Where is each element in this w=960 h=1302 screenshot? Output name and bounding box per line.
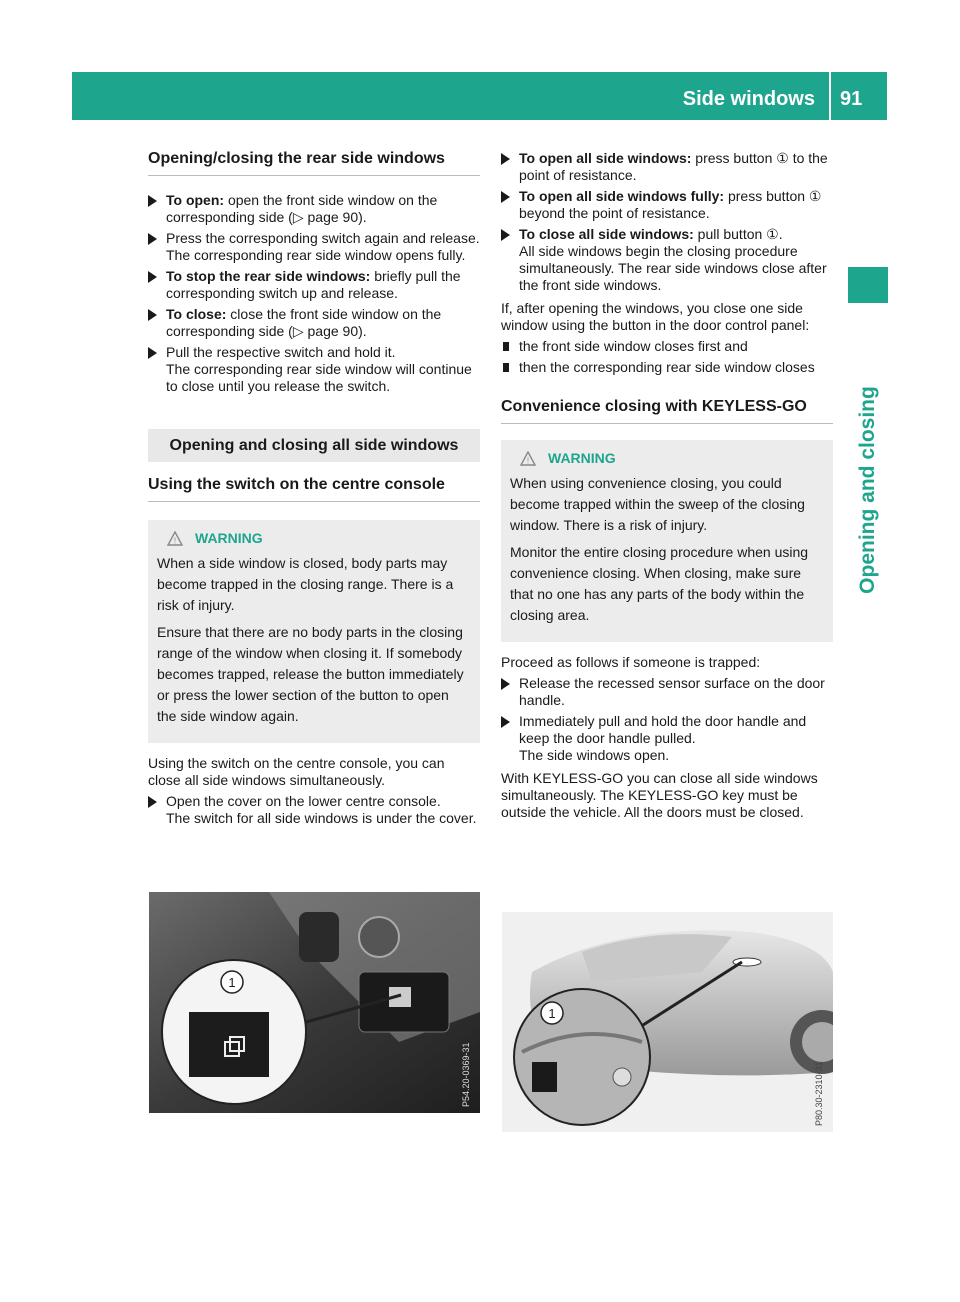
- warning-text: Ensure that there are no body parts in the closing range of the window when closing it. If somebody becomes trapped, release the button immediately or press the lower section of the button to open the side window again.: [157, 624, 464, 724]
- warning-text: Monitor the entire closing procedure when using convenience closing. When closing, make sure that no one has any parts of the body within the closing area.: [510, 544, 809, 623]
- step-arrow-icon: [501, 678, 510, 690]
- list-item: [501, 338, 833, 355]
- step-result: The switch for all side windows is under the cover.: [166, 810, 477, 826]
- instruction-step: [501, 713, 833, 764]
- warning-triangle-icon: [167, 531, 183, 546]
- keyless-go-door-photo: [502, 912, 833, 1132]
- step-arrow-icon: [148, 796, 157, 808]
- body-paragraph: If, after opening the windows, you close one side window using the button in the door control panel:: [501, 300, 810, 333]
- step-lead: To close all side windows:: [519, 226, 694, 242]
- step-text: Release the recessed sensor surface on the door handle.: [519, 675, 825, 708]
- instruction-step: [501, 226, 833, 294]
- warning-box: [148, 520, 480, 743]
- header-title: Side windows: [682, 88, 815, 110]
- subsection-title: Using the switch on the centre console: [148, 476, 480, 502]
- instruction-step: [148, 192, 480, 226]
- chapter-tab: [848, 267, 888, 303]
- section-title: Opening/closing the rear side windows: [148, 150, 480, 176]
- step-text: open the front side window on the corresponding side (▷ page 90).: [166, 192, 438, 225]
- step-arrow-icon: [148, 271, 157, 283]
- step-text: press button ① to the point of resistance.: [519, 150, 828, 183]
- step-lead: To open all side windows:: [519, 150, 692, 166]
- chapter-label: Opening and closing: [856, 386, 879, 594]
- callout-label: 1: [548, 1006, 556, 1021]
- step-arrow-icon: [148, 309, 157, 321]
- warning-triangle-icon: [520, 451, 536, 466]
- step-text: press button ① beyond the point of resistance.: [519, 188, 822, 221]
- step-lead: To stop the rear side windows:: [166, 268, 371, 284]
- step-text: pull button ①.: [693, 226, 783, 242]
- step-text: Open the cover on the lower centre console.: [166, 793, 441, 809]
- bullet-icon: [503, 363, 509, 372]
- step-arrow-icon: [148, 233, 157, 245]
- list-item-text: then the corresponding rear side window closes: [519, 359, 815, 375]
- step-arrow-icon: [148, 195, 157, 207]
- instruction-step: [148, 344, 480, 395]
- warning-title: WARNING: [548, 450, 616, 466]
- warning-box: [501, 440, 833, 642]
- step-arrow-icon: [501, 229, 510, 241]
- step-arrow-icon: [148, 347, 157, 359]
- instruction-step: [501, 150, 833, 184]
- instruction-step: [148, 306, 480, 340]
- list-item-text: the front side window closes first and: [519, 338, 748, 354]
- right-column: [501, 150, 833, 825]
- callout-label: 1: [228, 975, 236, 990]
- step-text: briefly pull the corresponding switch up and release.: [166, 268, 461, 301]
- warning-text: When using convenience closing, you could become trapped within the sweep of the closing window. There is a risk of injury.: [510, 475, 805, 533]
- photo-code: P80.30-2310-31: [814, 1061, 824, 1126]
- step-result: All side windows begin the closing procedure simultaneously. The rear side windows close after the front side windows.: [519, 243, 827, 293]
- step-text: close the front side window on the corresponding side (▷ page 90).: [166, 306, 442, 339]
- step-lead: To close:: [166, 306, 227, 322]
- step-lead: To open all side windows fully:: [519, 188, 725, 204]
- body-paragraph: Proceed as follows if someone is trapped:: [501, 654, 761, 670]
- instruction-step: [148, 793, 480, 827]
- instruction-step: [501, 675, 833, 709]
- step-arrow-icon: [501, 716, 510, 728]
- instruction-step: [148, 230, 480, 264]
- body-paragraph: With KEYLESS-GO you can close all side windows simultaneously. The KEYLESS-GO key must be outside the vehicle. All the doors must be closed.: [501, 770, 818, 820]
- step-result: The side windows open.: [519, 747, 670, 763]
- step-result: The corresponding rear side window will continue to close until you release the switch.: [166, 361, 472, 394]
- left-column: [148, 150, 480, 831]
- svg-text:!: !: [526, 456, 530, 466]
- photo-code: P54.20-0369-31: [461, 1042, 471, 1107]
- instruction-step: [501, 188, 833, 222]
- instruction-step: [148, 268, 480, 302]
- svg-text:!: !: [173, 536, 177, 546]
- step-result: The corresponding rear side window opens fully.: [166, 247, 466, 263]
- step-text: Press the corresponding switch again and release.: [166, 230, 480, 246]
- page-header: [72, 72, 887, 120]
- warning-title: WARNING: [195, 530, 263, 546]
- section-heading-bar: Opening and closing all side windows: [148, 429, 480, 462]
- list-item: [501, 359, 833, 376]
- section-title: Convenience closing with KEYLESS-GO: [501, 398, 833, 424]
- header-divider: [829, 72, 831, 120]
- page-number: 91: [840, 88, 863, 110]
- step-arrow-icon: [501, 191, 510, 203]
- step-text: Immediately pull and hold the door handle and keep the door handle pulled.: [519, 713, 807, 746]
- step-text: Pull the respective switch and hold it.: [166, 344, 396, 360]
- warning-text: When a side window is closed, body parts may become trapped in the closing range. There is a risk of injury.: [157, 555, 454, 613]
- body-paragraph: Using the switch on the centre console, you can close all side windows simultaneously.: [148, 755, 445, 788]
- step-lead: To open:: [166, 192, 225, 208]
- bullet-icon: [503, 342, 509, 351]
- centre-console-photo: [149, 892, 480, 1113]
- step-arrow-icon: [501, 153, 510, 165]
